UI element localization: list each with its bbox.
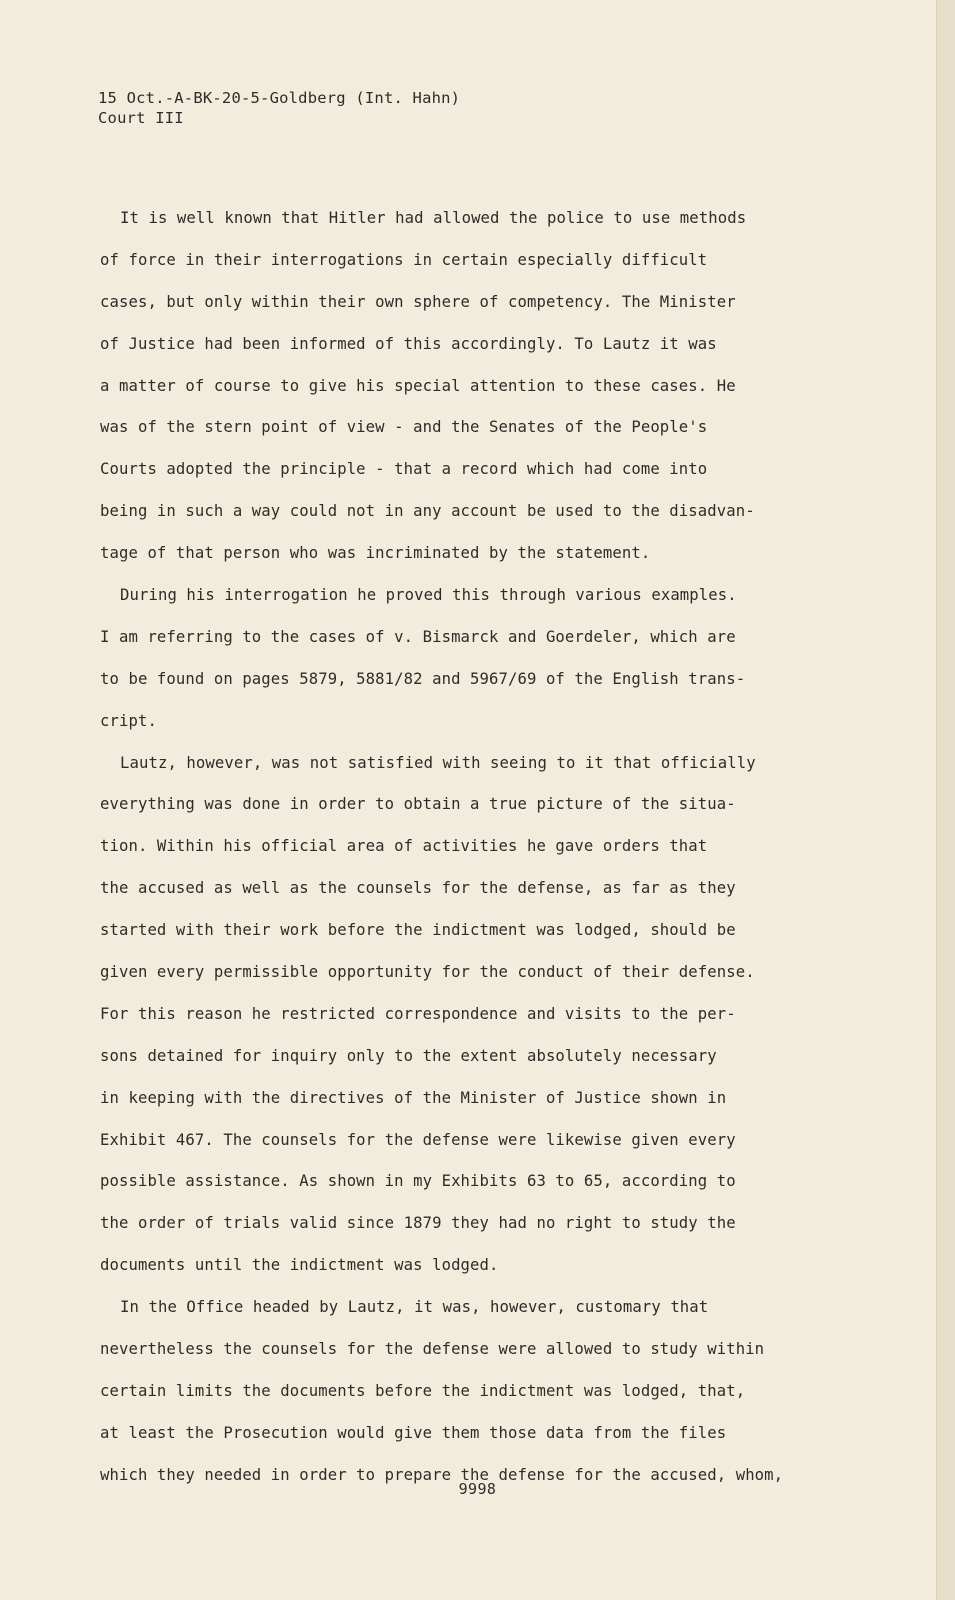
text-line: everything was done in order to obtain a true picture of the situa- <box>100 795 736 814</box>
court-designation: Court III <box>98 109 184 127</box>
text-line: the order of trials valid since 1879 they had no right to study the <box>100 1214 736 1233</box>
text-line: tion. Within his official area of activities he gave orders that <box>100 837 708 856</box>
text-line: started with their work before the indictment was lodged, should be <box>100 921 736 940</box>
text-line: It is well known that Hitler had allowed the police to use methods <box>120 209 747 227</box>
text-line: of Justice had been informed of this accordingly. To Lautz it was <box>100 334 717 353</box>
text-line: cases, but only within their own sphere of competency. The Minister <box>100 292 736 311</box>
text-line: cript. <box>100 711 157 730</box>
text-line: In the Office headed by Lautz, it was, however, customary that <box>120 1298 709 1317</box>
text-line: a matter of course to give his special attention to these cases. He <box>100 376 736 395</box>
document-header <box>98 88 460 128</box>
text-line: which they needed in order to prepare the defense for the accused, whom, <box>100 1465 784 1484</box>
text-line: I am referring to the cases of v. Bismarck and Goerdeler, which are <box>100 627 736 646</box>
text-line: certain limits the documents before the indictment was lodged, that, <box>100 1381 746 1400</box>
text-line: documents until the indictment was lodged. <box>100 1256 499 1275</box>
text-line: of force in their interrogations in certain especially difficult <box>100 250 708 269</box>
text-line: Lautz, however, was not satisfied with seeing to it that officially <box>120 753 756 772</box>
text-line: Exhibit 467. The counsels for the defense were likewise given every <box>100 1130 736 1149</box>
document-body <box>100 208 840 1507</box>
text-line: For this reason he restricted correspondence and visits to the per- <box>100 1004 736 1023</box>
case-reference: 15 Oct.-A-BK-20-5-Goldberg (Int. Hahn) <box>98 89 461 107</box>
text-line: During his interrogation he proved this through various examples. <box>120 586 737 605</box>
text-line: sons detained for inquiry only to the extent absolutely necessary <box>100 1046 717 1065</box>
text-line: in keeping with the directives of the Minister of Justice shown in <box>100 1088 727 1107</box>
text-line: being in such a way could not in any account be used to the disadvan- <box>100 502 755 521</box>
text-line: the accused as well as the counsels for the defense, as far as they <box>100 879 736 898</box>
text-line: to be found on pages 5879, 5881/82 and 5967/69 of the English trans- <box>100 669 746 688</box>
page-number: 9998 <box>458 1480 497 1498</box>
text-line: Courts adopted the principle - that a record which had come into <box>100 460 708 479</box>
paper-edge <box>936 0 955 1600</box>
text-line: at least the Prosecution would give them those data from the files <box>100 1423 727 1442</box>
text-line: was of the stern point of view - and the Senates of the People's <box>100 418 708 437</box>
text-line: nevertheless the counsels for the defense were allowed to study within <box>100 1340 765 1359</box>
text-line: possible assistance. As shown in my Exhibits 63 to 65, according to <box>100 1172 736 1191</box>
text-line: given every permissible opportunity for the conduct of their defense. <box>100 963 755 982</box>
text-line: tage of that person who was incriminated by the statement. <box>100 544 651 563</box>
